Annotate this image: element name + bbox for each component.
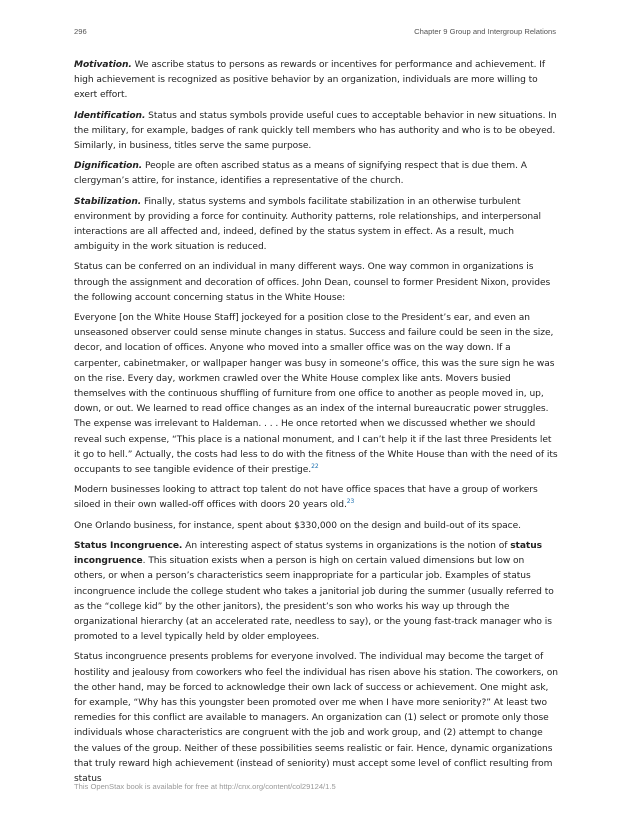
- chapter-title: Chapter 9 Group and Intergroup Relations: [414, 27, 556, 36]
- paragraph-motivation: [74, 58, 558, 104]
- incongruence-text-b: . This situation exists when a person is high on certain valued dimensions but low on others, or when a person’s characteristics seem inappropriate for a particular job. Examples of status incongruence include the college student who takes a janitorial job during the summer (usually referred to as the “college kid” by the other janitors), the president’s son who works his way up through the organizational hierarchy (at an accelerated rate, needless to say), or the young fast-track manager who is promoted to a level typically held by older employees.: [74, 556, 554, 643]
- paragraph-orlando: One Orlando business, for instance, spent about $330,000 on the design and build-out of its space.: [74, 520, 521, 531]
- page-content: [74, 58, 558, 792]
- paragraph-modern: [74, 483, 558, 513]
- motivation-heading: Motivation.: [74, 60, 132, 70]
- incongruence-heading: Status Incongruence.: [74, 540, 183, 551]
- stabilization-heading: Stabilization.: [74, 196, 142, 207]
- page-number: 296: [74, 27, 87, 36]
- page-footer: This OpenStax book is available for free at http://cnx.org/content/col29124/1.5: [74, 782, 336, 791]
- identification-heading: Identification.: [74, 110, 146, 121]
- paragraph-quote: [74, 311, 558, 478]
- paragraph-stabilization: [74, 195, 558, 256]
- dignification-heading: Dignification.: [74, 161, 143, 172]
- stabilization-text: Finally, status systems and symbols facilitate stabilization in an otherwise turbulent environment by providing a force for continuity. Authority patterns, role relationships, and interpersonal interactions are all affected and, indeed, defined by the status system in effect. As a result, much ambiguity in the work situation is reduced.: [74, 196, 542, 253]
- dignification-text: People are often ascribed status as a means of signifying respect that is due them. A clergyman’s attire, for instance, identifies a representative of the church.: [74, 161, 527, 187]
- paragraph-problems: Status incongruence presents problems for everyone involved. The individual may become the target of hostility and jealousy from coworkers who feel the individual has risen above his station. The coworkers, on the other hand, may be forced to acknowledge their own lack of success or achievement. One might ask, for example, “Why has this youngster been promoted over me when I have more seniority?” At least two remedies for this conflict are available to managers. An organization can (1) select or promote only those individuals whose characteristics are congruent with the job and work group, and (2) attempt to change the values of the group. Neither of these possibilities seems realistic or fair. Hence, dynamic organizations that truly reward high achievement (instead of seniority) must accept some level of conflict resulting from status: [74, 652, 558, 784]
- identification-text: Status and status symbols provide useful cues to acceptable behavior in new situations. In the military, for example, badges of rank quickly tell members who has authority and who is to be obeyed. Similarly, in business, titles serve the same purpose.: [74, 110, 557, 152]
- incongruence-text-a: An interesting aspect of status systems in organizations is the notion of: [182, 540, 511, 551]
- paragraph-dignification: [74, 159, 558, 189]
- footnote-ref-22[interactable]: 22: [311, 463, 319, 471]
- footnote-ref-23[interactable]: 23: [346, 498, 355, 506]
- motivation-text: We ascribe status to persons as rewards or incentives for performance and achievement. If high achievement is recognized as positive behavior by an organization, individuals are more willing to exert effort.: [74, 60, 545, 101]
- quote-text: Everyone [on the White House Staff] jockeyed for a position close to the President’s ear, and even an unseasoned observer could sense minute changes in status. Success and failure could be seen in the size, decor, and location of offices. Anyone who moved into a smaller office was on the way down. If a carpenter, cabinetmaker, or wallpaper hanger was busy in someone’s office, this was the sure sign he was on the rise. Every day, workmen crawled over the White House complex like ants. Movers busied themselves with the continuous shuffling of furniture from one office to another as people moved in, up, down, or out. We learned to read office changes as an index of the internal bureaucratic power struggles. The expense was irrelevant to Haldeman. . . . He once retorted when we discussed whether we should reveal such expense, “This place is a national monument, and I can’t help it if the last three Presidents let it go to hell.” Actually, the costs had less to do with the fitness of the White House than with the need of its occupants to see tangible evidence of their prestige.: [74, 313, 558, 476]
- paragraph-identification: [74, 109, 558, 155]
- modern-text: Modern businesses looking to attract top talent do not have office spaces that have a group of workers siloed in their own walled-off offices with doors 20 years old.: [74, 485, 538, 511]
- paragraph-status-conferred: Status can be conferred on an individual in many different ways. One way common in organizations is through the assignment and decoration of offices. John Dean, counsel to former President Nixon, provides the following account concerning status in the White House:: [74, 262, 551, 303]
- paragraph-incongruence: [74, 539, 558, 645]
- incongruence-term: status incongruence: [74, 540, 542, 567]
